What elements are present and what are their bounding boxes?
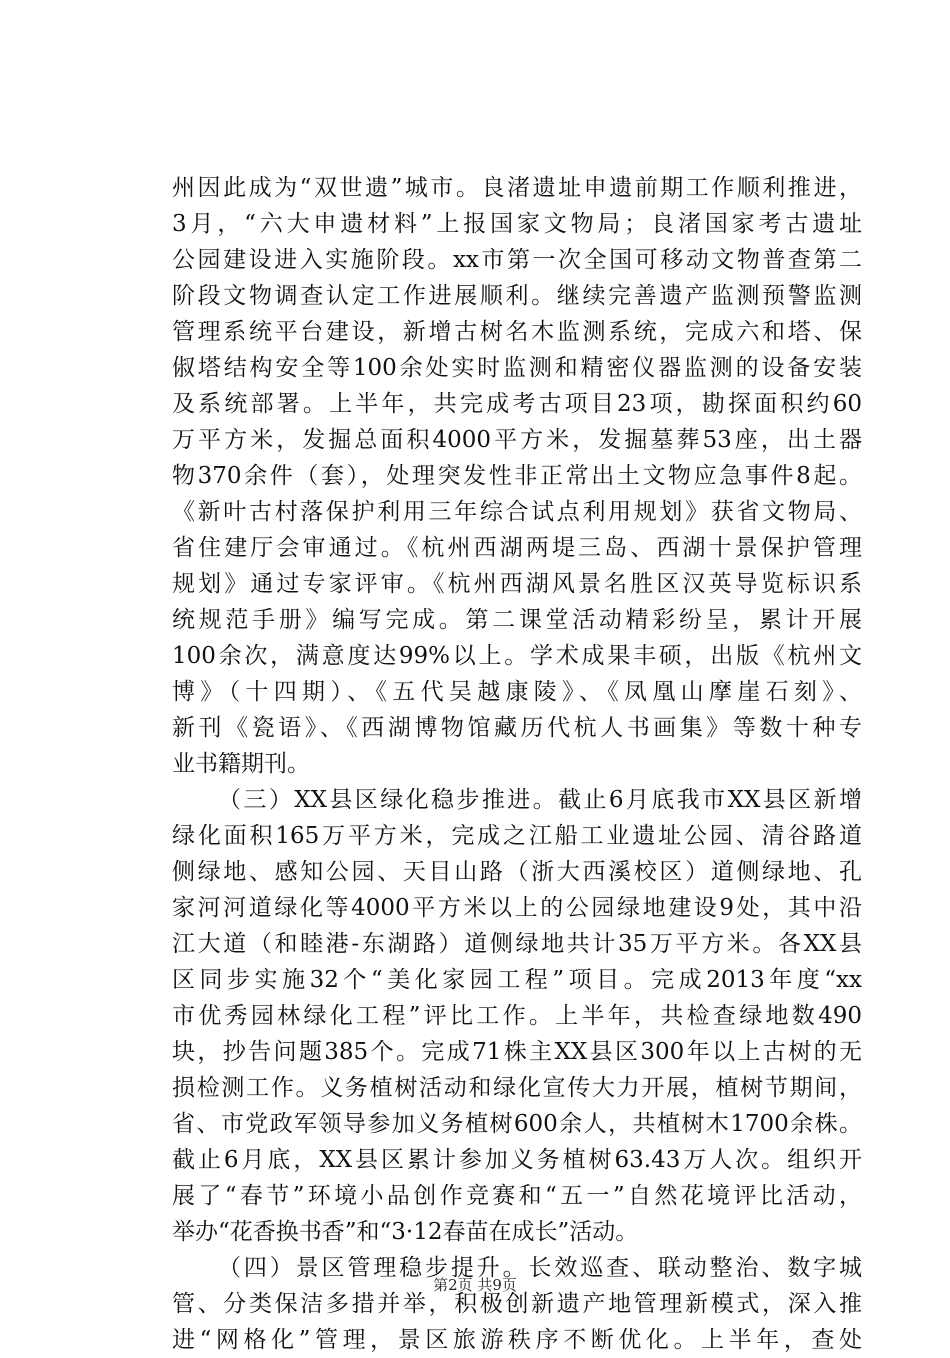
text-line: 物370余件（套），处理突发性非正常出土文物应急事件8起。	[172, 463, 862, 489]
text-line: 俶塔结构安全等100余处实时监测和精密仪器监测的设备安装	[172, 355, 862, 381]
text-line: 阶段文物调查认定工作进展顺利。继续完善遗产监测预警监测	[172, 283, 862, 309]
text-line: 州因此成为“双世遗”城市。良渚遗址申遗前期工作顺利推进，	[172, 175, 862, 201]
text-line: 损检测工作。义务植树活动和绿化宣传大力开展，植树节期间，	[172, 1075, 862, 1101]
text-line: 家河河道绿化等4000平方米以上的公园绿地建设9处，其中沿	[172, 895, 862, 921]
section-heading-line: （三）XX县区绿化稳步推进。截止6月底我市XX县区新增	[218, 787, 862, 813]
text-line: 截止6月底，XX县区累计参加义务植树63.43万人次。组织开	[172, 1147, 862, 1173]
text-line: 举办“花香换书香”和“3·12春苗在成长”活动。	[172, 1219, 639, 1245]
text-line: 公园建设进入实施阶段。xx市第一次全国可移动文物普查第二	[172, 247, 862, 273]
text-line: 江大道（和睦港-东湖路）道侧绿地共计35万平方米。各XX县	[172, 931, 862, 957]
text-line: 管、分类保洁多措并举，积极创新遗产地管理新模式，深入推	[172, 1291, 862, 1317]
text-line: 万平方米，发掘总面积4000平方米，发掘墓葬53座，出土器	[172, 427, 862, 453]
text-line: 展了“春节”环境小品创作竞赛和“五一”自然花境评比活动，	[172, 1183, 862, 1209]
text-line: 块，抄告问题385个。完成71株主XX县区300年以上古树的无	[172, 1039, 862, 1065]
text-line: 统规范手册》编写完成。第二课堂活动精彩纷呈，累计开展	[172, 607, 862, 633]
text-line: 3月，“六大申遗材料”上报国家文物局；良渚国家考古遗址	[172, 211, 862, 237]
text-line: 100余次，满意度达99%以上。学术成果丰硕，出版《杭州文	[172, 643, 862, 669]
section-heading-line: （四）景区管理稳步提升。长效巡查、联动整治、数字城	[218, 1255, 862, 1281]
document-body	[172, 170, 862, 1358]
text-line: 绿化面积165万平方米，完成之江船工业遗址公园、清谷路道	[172, 823, 862, 849]
text-line: 侧绿地、感知公园、天目山路（浙大西溪校区）道侧绿地、孔	[172, 859, 862, 885]
text-line: 市优秀园林绿化工程”评比工作。上半年，共检查绿地数490	[172, 1003, 862, 1029]
text-line: 博》（十四期）、《五代吴越康陵》、《凤凰山摩崖石刻》、	[172, 679, 862, 705]
text-line: 新刊《瓷语》、《西湖博物馆藏历代杭人书画集》等数十种专	[172, 715, 862, 741]
text-line: 管理系统平台建设，新增古树名木监测系统，完成六和塔、保	[172, 319, 862, 345]
text-line: 规划》通过专家评审。《杭州西湖风景名胜区汉英导览标识系	[172, 571, 862, 597]
text-line: 业书籍期刊。	[172, 751, 310, 777]
text-line: 省住建厅会审通过。《杭州西湖两堤三岛、西湖十景保护管理	[172, 535, 862, 561]
text-line: 进“网格化”管理，景区旅游秩序不断优化。上半年，查处	[172, 1327, 862, 1353]
text-line: 《新叶古村落保护利用三年综合试点利用规划》获省文物局、	[172, 499, 862, 525]
text-line: 区同步实施32个“美化家园工程”项目。完成2013年度“xx	[172, 967, 862, 993]
page-footer: 第2页 共9页	[433, 1276, 517, 1294]
text-line: 省、市党政军领导参加义务植树600余人，共植树木1700余株。	[172, 1111, 862, 1137]
text-line: 及系统部署。上半年，共完成考古项目23项，勘探面积约60	[172, 391, 862, 417]
